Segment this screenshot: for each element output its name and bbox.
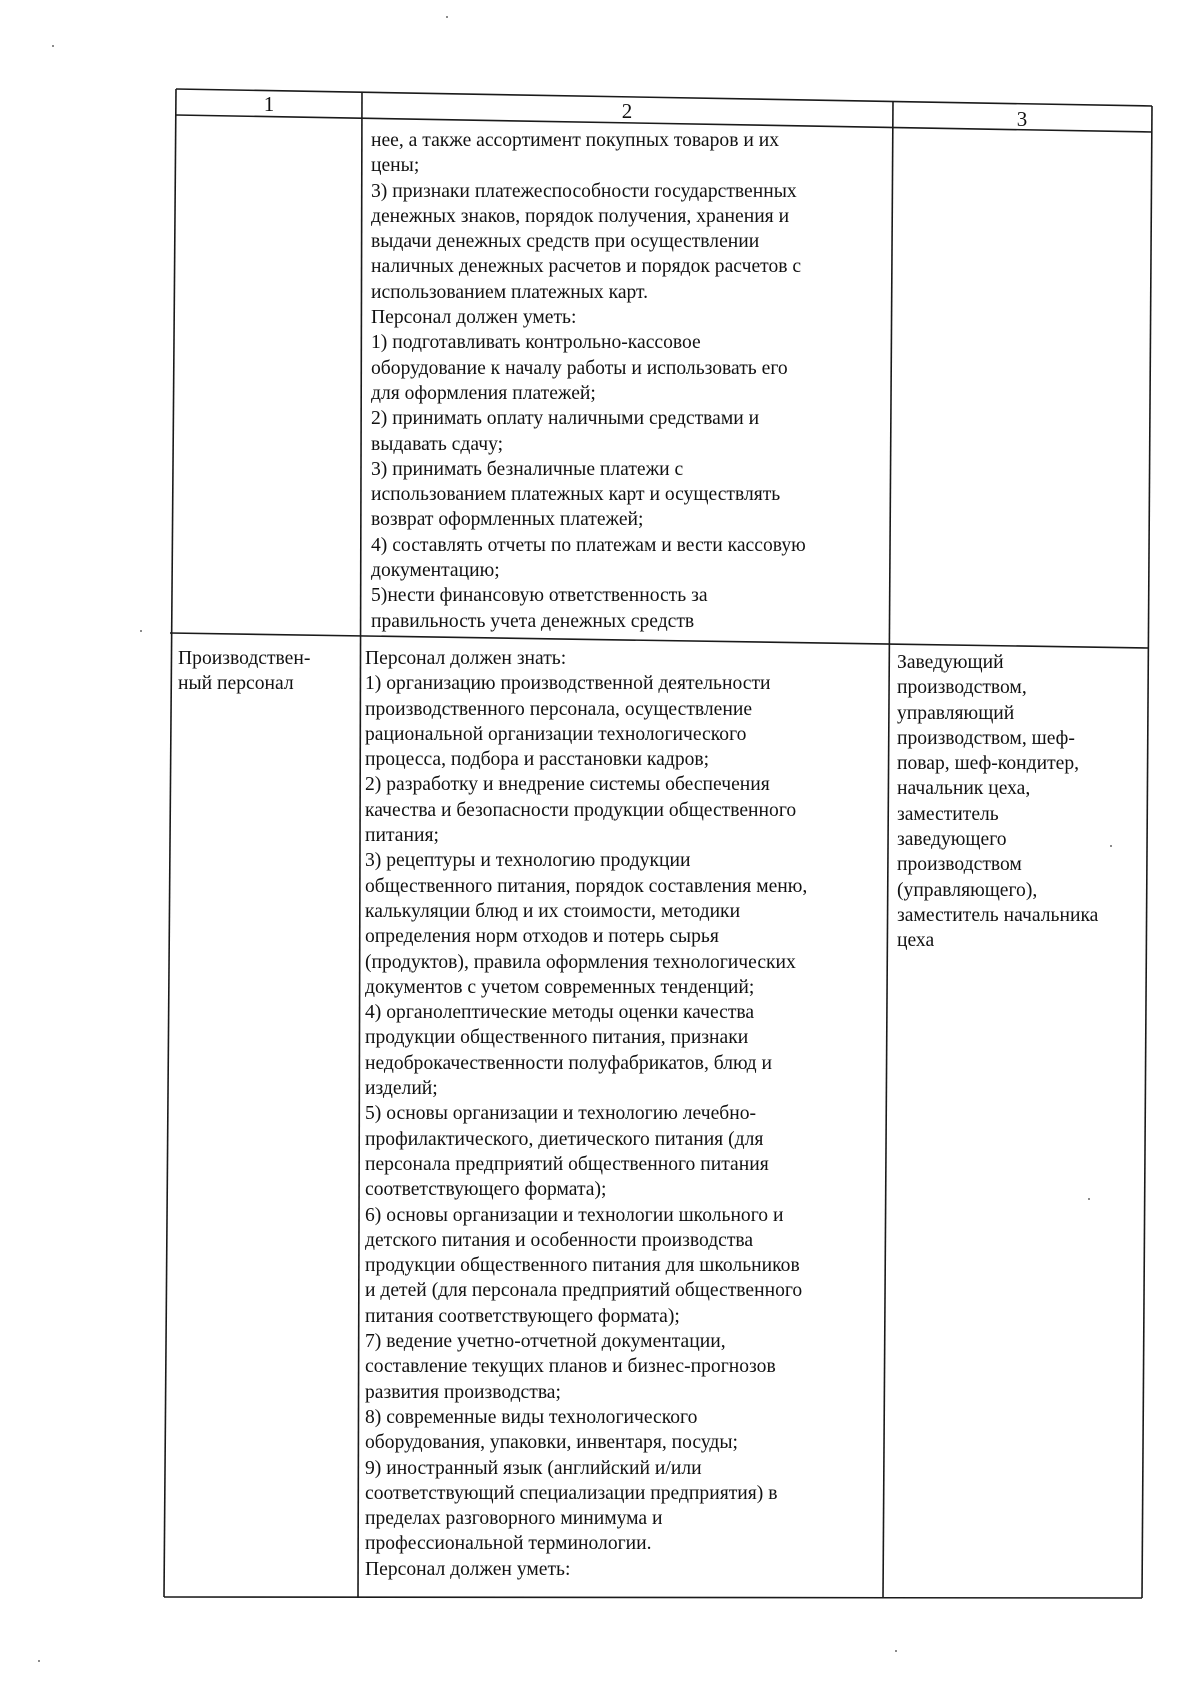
text-line: производством, шеф- bbox=[897, 727, 1075, 749]
text-line: калькуляции блюд и их стоимости, методики bbox=[365, 900, 741, 922]
text-line: недоброкачественности полуфабрикатов, блюд и bbox=[365, 1052, 772, 1074]
text-line: профессиональной терминологии. bbox=[365, 1533, 652, 1555]
text-line: рациональной организации технологического bbox=[365, 723, 747, 745]
text-line: детского питания и особенности производства bbox=[365, 1229, 754, 1251]
text-line: изделий; bbox=[365, 1078, 438, 1100]
text-line: соответствующий специализации предприятия) в bbox=[365, 1482, 778, 1504]
text-line: Персонал должен уметь: bbox=[365, 1558, 571, 1580]
text-line: 9) иностранный язык (английский и/или bbox=[365, 1457, 702, 1479]
row2-col3-text bbox=[897, 650, 1147, 954]
text-line: пределах разговорного минимума и bbox=[365, 1508, 663, 1530]
text-line: питания; bbox=[365, 825, 439, 847]
text-line: использованием платежных карт. bbox=[371, 281, 649, 303]
text-line: определения норм отходов и потерь сырья bbox=[365, 926, 719, 948]
text-line: 2) принимать оплату наличными средствами и bbox=[371, 408, 760, 430]
text-line: 3) признаки платежеспособности государственных bbox=[371, 180, 797, 202]
text-line: 5) основы организации и технологию лечебно- bbox=[365, 1103, 757, 1125]
text-line: профилактического, диетического питания (для bbox=[365, 1128, 764, 1150]
text-line: производством bbox=[897, 854, 1022, 876]
text-line: повар, шеф-кондитер, bbox=[897, 753, 1080, 775]
row2-col2-text bbox=[365, 646, 883, 1582]
header-col-3: 3 bbox=[1016, 107, 1028, 131]
text-line: 1) подготавливать контрольно-кассовое bbox=[371, 332, 701, 354]
row2-col1-text bbox=[178, 646, 356, 697]
text-line: 8) современные виды технологического bbox=[365, 1406, 698, 1428]
text-line: процесса, подбора и расстановки кадров; bbox=[365, 749, 710, 771]
text-line: Персонал должен знать: bbox=[365, 648, 567, 669]
text-line: персонала предприятий общественного питания bbox=[365, 1153, 769, 1175]
text-line: продукции общественного питания, признаки bbox=[365, 1027, 749, 1049]
text-line: качества и безопасности продукции общественного bbox=[365, 799, 797, 821]
text-line: 4) составлять отчеты по платежам и вести кассовую bbox=[371, 534, 806, 556]
text-line: для оформления платежей; bbox=[371, 382, 596, 404]
text-line: и детей (для персонала предприятий общественного bbox=[365, 1280, 803, 1302]
text-line: начальник цеха, bbox=[897, 778, 1031, 800]
text-line: денежных знаков, порядок получения, хранения и bbox=[371, 205, 790, 227]
text-line: развития производства; bbox=[365, 1381, 561, 1403]
text-line: 3) принимать безналичные платежи с bbox=[371, 458, 684, 480]
text-line: питания соответствующего формата); bbox=[365, 1305, 680, 1327]
text-line: производством, bbox=[897, 677, 1027, 699]
header-col-1: 1 bbox=[263, 92, 275, 116]
text-line: оборудование к началу работы и использовать его bbox=[371, 357, 788, 379]
scan-speck bbox=[446, 16, 448, 18]
text-line: Производствен- bbox=[178, 648, 311, 669]
text-line: составление текущих планов и бизнес-прогнозов bbox=[365, 1356, 776, 1378]
text-line: ный персонал bbox=[178, 673, 294, 695]
text-line: заместитель bbox=[897, 803, 999, 825]
scan-speck bbox=[1088, 1198, 1090, 1200]
text-line: правильность учета денежных средств bbox=[371, 610, 695, 632]
text-line: управляющий bbox=[897, 702, 1015, 724]
text-line: Заведующий bbox=[897, 652, 1004, 673]
scan-speck bbox=[52, 45, 54, 47]
text-line: возврат оформленных платежей; bbox=[371, 509, 644, 531]
text-line: соответствующего формата); bbox=[365, 1179, 607, 1201]
scan-speck bbox=[38, 1660, 40, 1662]
text-line: заместитель начальника bbox=[897, 904, 1099, 926]
text-line: использованием платежных карт и осуществлять bbox=[371, 484, 781, 506]
text-line: документацию; bbox=[371, 560, 500, 582]
text-line: документов с учетом современных тенденций; bbox=[365, 976, 755, 998]
text-line: общественного питания, порядок составления меню, bbox=[365, 875, 808, 897]
text-line: 5)нести финансовую ответственность за bbox=[371, 585, 708, 607]
text-line: оборудования, упаковки, инвентаря, посуды; bbox=[365, 1432, 738, 1454]
text-line: нее, а также ассортимент покупных товаров и их bbox=[371, 130, 780, 151]
text-line: выдачи денежных средств при осуществлении bbox=[371, 231, 760, 253]
text-line: производственного персонала, осуществление bbox=[365, 698, 753, 720]
text-line: Персонал должен уметь: bbox=[371, 307, 577, 329]
row1-col2-text bbox=[371, 128, 886, 634]
text-line: (продуктов), правила оформления технологических bbox=[365, 951, 796, 973]
header-col-2: 2 bbox=[621, 99, 633, 123]
text-line: 3) рецептуры и технологию продукции bbox=[365, 850, 691, 872]
text-line: 1) организацию производственной деятельности bbox=[365, 673, 771, 695]
text-line: продукции общественного питания для школьников bbox=[365, 1255, 800, 1277]
text-line: заведующего bbox=[897, 829, 1007, 851]
text-line: 4) органолептические методы оценки качества bbox=[365, 1002, 755, 1024]
text-line: цены; bbox=[371, 155, 420, 177]
text-line: 2) разработку и внедрение системы обеспечения bbox=[365, 774, 770, 796]
text-line: (управляющего), bbox=[897, 879, 1038, 901]
scan-speck bbox=[895, 1650, 897, 1652]
text-line: наличных денежных расчетов и порядок расчетов с bbox=[371, 256, 802, 278]
scan-speck bbox=[140, 630, 142, 632]
text-line: цеха bbox=[897, 930, 935, 952]
text-line: 7) ведение учетно-отчетной документации, bbox=[365, 1331, 726, 1353]
text-line: 6) основы организации и технологии школьного и bbox=[365, 1204, 784, 1226]
scan-speck bbox=[1110, 845, 1112, 847]
text-line: выдавать сдачу; bbox=[371, 433, 504, 455]
